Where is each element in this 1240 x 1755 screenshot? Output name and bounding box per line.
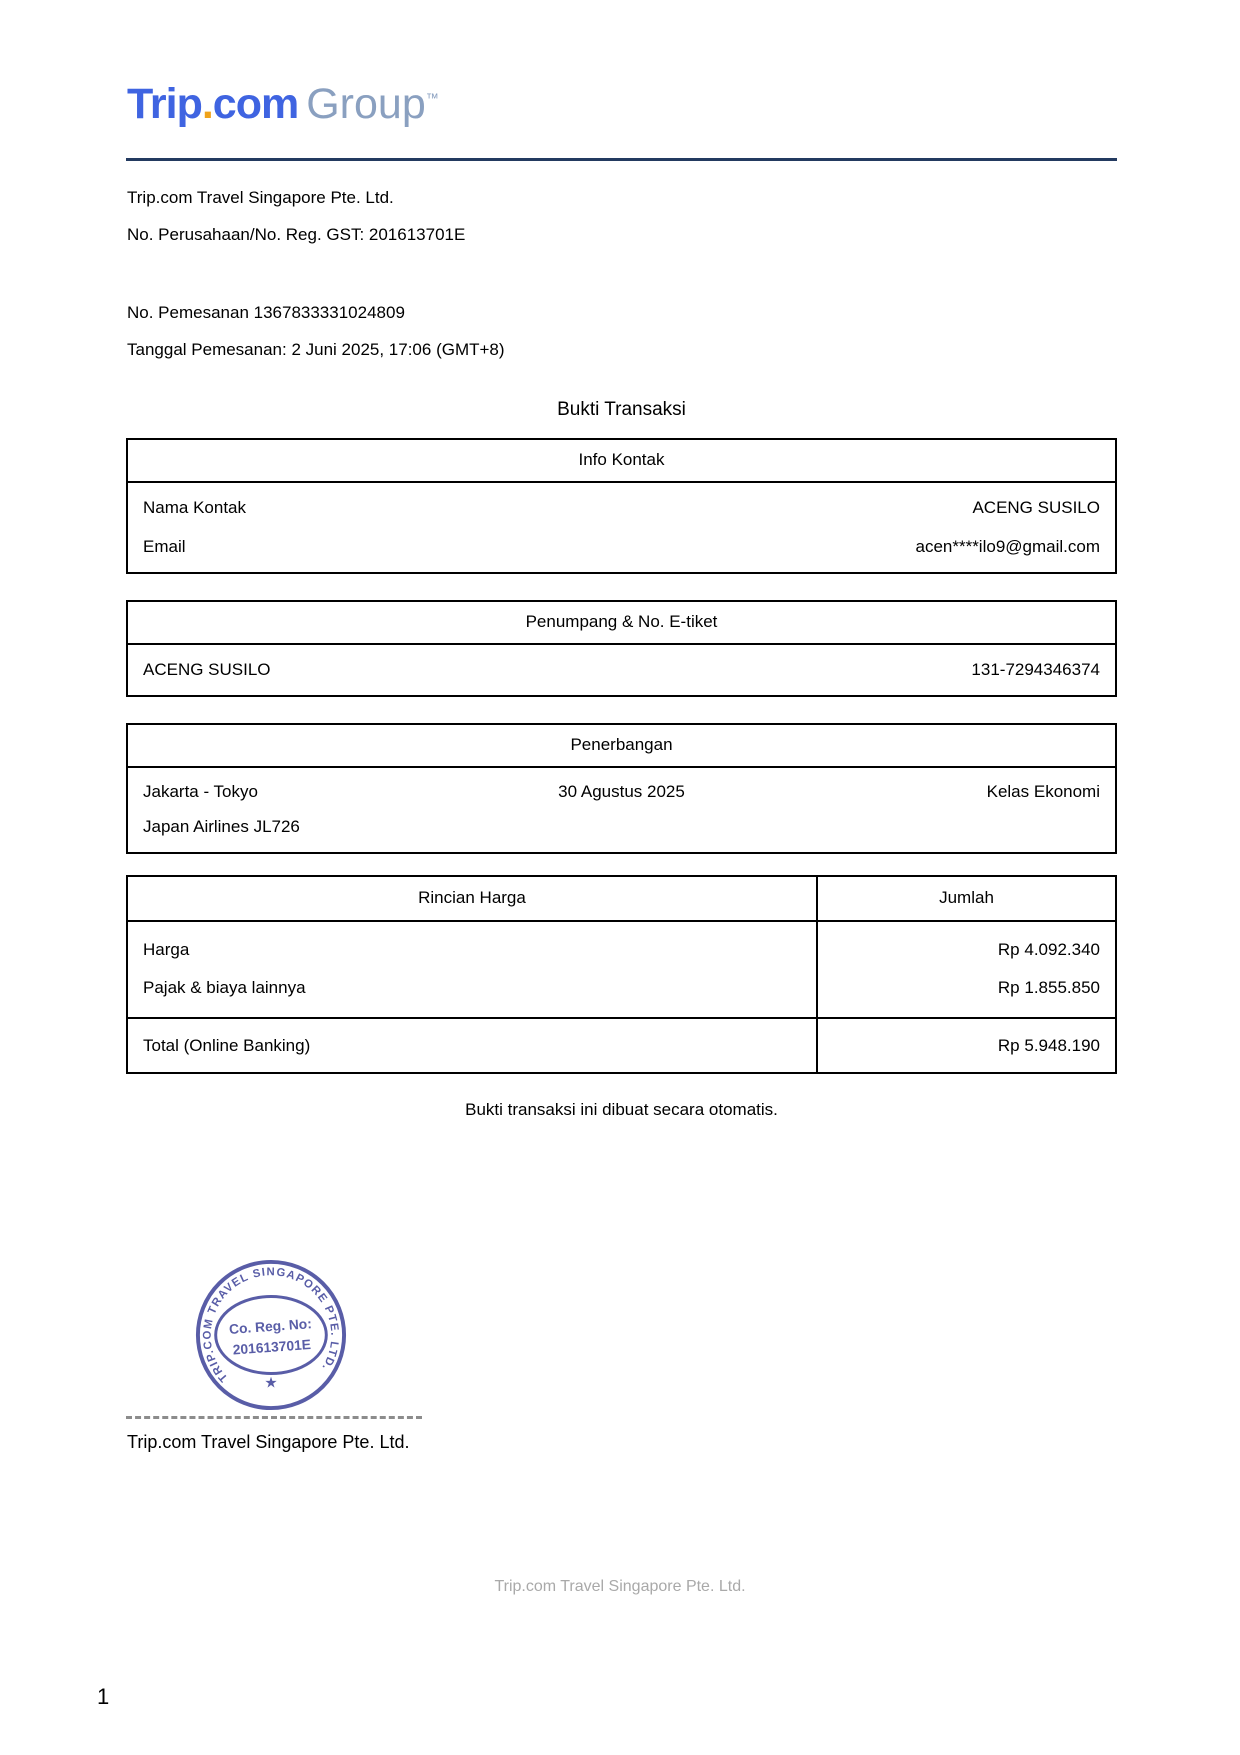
price-table-header-row [128,877,1115,922]
table-row [128,527,1115,566]
contact-table-header: Info Kontak [128,440,1115,483]
booking-date: Tanggal Pemesanan: 2 Juni 2025, 17:06 (GMT+8) [127,340,505,359]
logo-dot: . [201,80,213,128]
flight-table-header: Penerbangan [128,725,1115,768]
header-divider-line [126,158,1117,161]
passenger-eticket-table [126,600,1117,697]
flight-route: Jakarta - Tokyo [143,781,258,801]
flight-cabin-class: Kelas Ekonomi [986,781,1100,801]
signature-company-name: Trip.com Travel Singapore Pte. Ltd. [127,1432,410,1452]
price-label-pajak: Pajak & biaya lainnya [143,978,306,997]
contact-table-body [128,483,1115,572]
price-table-body-row [128,922,1115,1017]
passenger-name: ACENG SUSILO [143,659,271,679]
total-label: Total (Online Banking) [128,1019,818,1072]
stamp-star-icon: ★ [264,1375,278,1392]
total-value: Rp 5.948.190 [997,1035,1100,1055]
logo-group-text: Group [306,80,426,128]
stamp-co-reg-label: Co. Reg. No: [228,1315,313,1337]
tripcom-group-logo [127,80,438,129]
signature-dashed-line [126,1416,422,1419]
passenger-table-header: Penumpang & No. E-tiket [128,602,1115,645]
passenger-table-body [128,645,1115,695]
page-title: Bukti Transaksi [557,399,686,420]
price-header-right: Jumlah [939,888,994,907]
logo-com-text: com [212,80,299,128]
flight-table-body [128,768,1115,852]
price-labels-cell [128,922,818,1017]
price-table-total-row [128,1017,1115,1072]
contact-name-label: Nama Kontak [143,497,246,517]
table-row [128,774,1115,809]
table-row [128,809,1115,844]
page-number: 1 [97,1684,110,1709]
company-name: Trip.com Travel Singapore Pte. Ltd. [127,188,394,207]
price-values-cell [818,922,1115,1017]
contact-name-value: ACENG SUSILO [972,497,1100,517]
price-value-pajak: Rp 1.855.850 [997,978,1100,997]
flight-table [126,723,1117,854]
stamp-ring-text: TRIP.COM TRAVEL SINGAPORE PTE. LTD. [201,1266,341,1384]
booking-number: No. Pemesanan 1367833331024809 [127,303,405,322]
company-registration: No. Perusahaan/No. Reg. GST: 201613701E [127,225,466,244]
price-value-harga: Rp 4.092.340 [997,940,1100,959]
eticket-number: 131-7294346374 [971,659,1100,679]
table-row [128,649,1115,690]
contact-info-table [126,438,1117,574]
table-row [128,488,1115,527]
company-seal-stamp [190,1256,352,1414]
contact-email-value: acen****ilo9@gmail.com [915,536,1100,556]
logo-trademark: ™ [425,90,438,106]
price-header-left: Rincian Harga [128,877,818,920]
flight-airline-number: Japan Airlines JL726 [143,816,300,836]
contact-email-label: Email [143,536,186,556]
flight-date: 30 Agustus 2025 [558,781,685,801]
auto-generated-note: Bukti transaksi ini dibuat secara otomatis. [465,1100,778,1119]
price-detail-table [126,875,1117,1074]
stamp-reg-number: 201613701E [232,1336,312,1358]
footer-company-name: Trip.com Travel Singapore Pte. Ltd. [494,1578,746,1595]
logo-trip-text: Trip [127,80,202,128]
price-label-harga: Harga [143,940,190,959]
